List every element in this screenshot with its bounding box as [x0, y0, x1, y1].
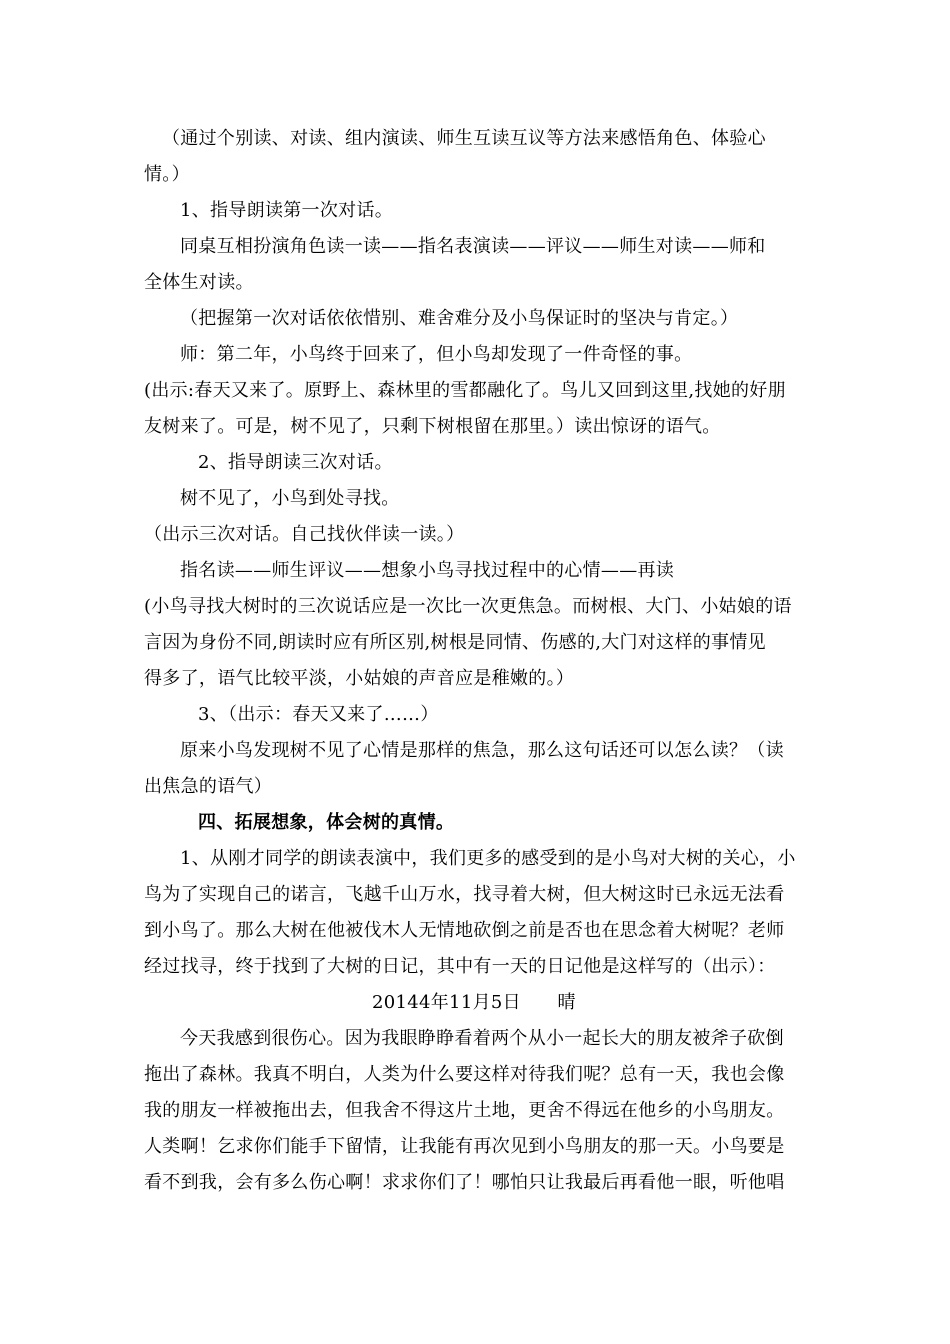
paragraph-line: 人类啊！乞求你们能手下留情，让我能有再次见到小鸟朋友的那一天。小鸟要是 [144, 1136, 785, 1157]
paragraph-line: 拖出了森林。我真不明白，人类为什么要这样对待我们呢？总有一天，我也会像 [144, 1064, 785, 1085]
paragraph-line: 树不见了，小鸟到处寻找。 [180, 488, 400, 509]
diary-date-line: 20144年11月5日 晴 [372, 992, 576, 1013]
paragraph-line: 言因为身份不同,朗读时应有所区别,树根是同情、伤感的,大门对这样的事情见 [144, 632, 766, 653]
paragraph-line: 友树来了。可是，树不见了，只剩下树根留在那里。）读出惊讶的语气。 [144, 416, 721, 437]
paragraph-line: 师：第二年，小鸟终于回来了，但小鸟却发现了一件奇怪的事。 [180, 344, 693, 365]
section-heading: 四、拓展想象，体会树的真情。 [198, 812, 455, 833]
paragraph-line: 3、（出示：春天又来了……） [198, 704, 439, 725]
paragraph-line: 到小鸟了。那么大树在他被伐木人无情地砍倒之前是否也在思念着大树呢？老师 [144, 920, 785, 941]
paragraph-line: 鸟为了实现自己的诺言，飞越千山万水，找寻着大树，但大树这时已永远无法看 [144, 884, 785, 905]
paragraph-line: 1、指导朗读第一次对话。 [180, 200, 394, 221]
paragraph-line: （出示三次对话。自己找伙伴读一读。） [144, 524, 465, 545]
paragraph-line: 指名读——师生评议——想象小鸟寻找过程中的心情——再读 [180, 560, 675, 581]
paragraph-line: 出焦急的语气） [144, 776, 273, 797]
paragraph-line: 情。） [144, 164, 190, 185]
paragraph-line: 全体生对读。 [144, 272, 254, 293]
paragraph-line: （通过个别读、对读、组内演读、师生互读互议等方法来感悟角色、体验心 [162, 128, 766, 149]
paragraph-line: 2、指导朗读三次对话。 [198, 452, 393, 473]
paragraph-line: 今天我感到很伤心。因为我眼睁睁看着两个从小一起长大的朋友被斧子砍倒 [180, 1028, 784, 1049]
paragraph-line: 经过找寻，终于找到了大树的日记，其中有一天的日记他是这样写的（出示）： [144, 956, 776, 977]
paragraph-line: 1、从刚才同学的朗读表演中，我们更多的感受到的是小鸟对大树的关心，小 [180, 848, 796, 869]
paragraph-line: 看不到我，会有多么伤心啊！求求你们了！哪怕只让我最后再看他一眼，听他唱 [144, 1172, 785, 1193]
paragraph-line: 原来小鸟发现树不见了心情是那样的焦急，那么这句话还可以怎么读？（读 [180, 740, 784, 761]
paragraph-line: 同桌互相扮演角色读一读——指名表演读——评议——师生对读——师和 [180, 236, 766, 257]
paragraph-line: (小鸟寻找大树时的三次说话应是一次比一次更焦急。而树根、大门、小姑娘的语 [144, 596, 792, 617]
paragraph-line: (出示:春天又来了。原野上、森林里的雪都融化了。鸟儿又回到这里,找她的好朋 [144, 380, 786, 401]
paragraph-line: （把握第一次对话依依惜别、难舍难分及小鸟保证时的坚决与肯定。） [180, 308, 739, 329]
paragraph-line: 我的朋友一样被拖出去，但我舍不得这片土地，更舍不得远在他乡的小鸟朋友。 [144, 1100, 785, 1121]
paragraph-line: 得多了，语气比较平淡，小姑娘的声音应是稚嫩的。） [144, 668, 575, 689]
